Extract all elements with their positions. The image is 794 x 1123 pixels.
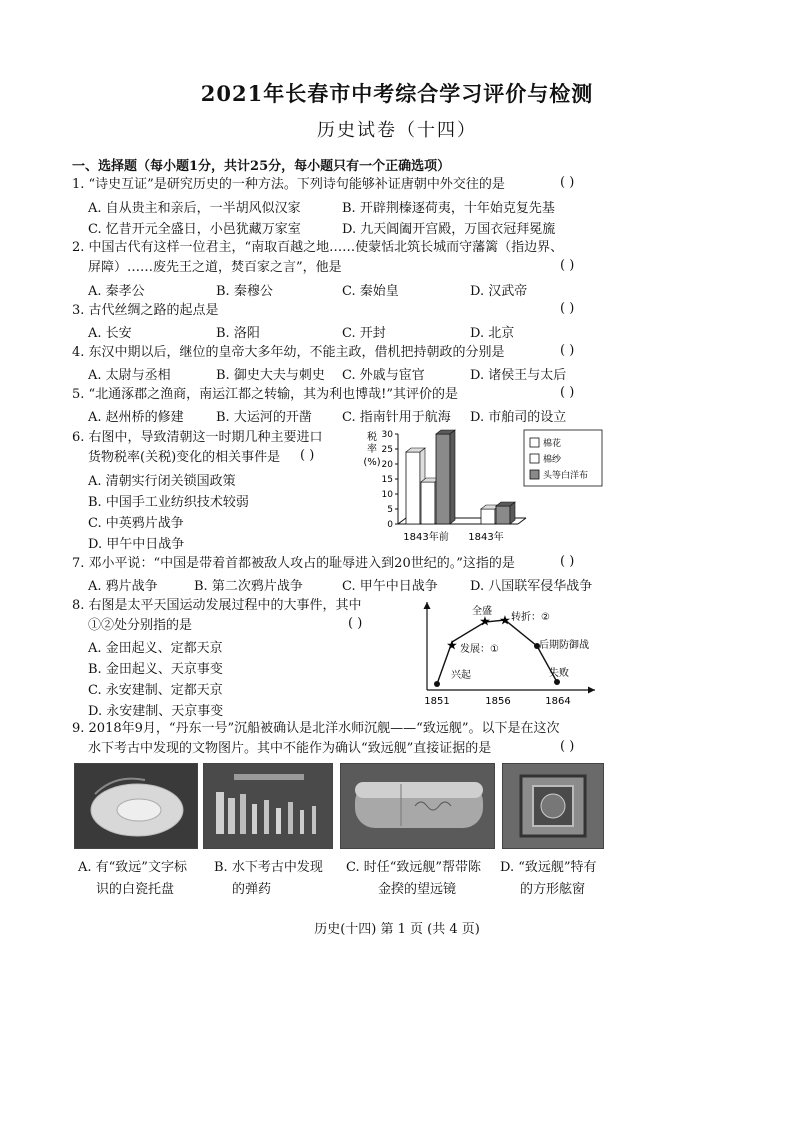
answer-blank-9: ( ) [560,739,575,754]
year-1856: 1856 [485,696,511,707]
chart-y-tick-label: 30 [381,430,393,440]
chart-category-0: 1843年前 [403,532,449,543]
answer-blank-5: ( ) [560,385,575,400]
label-fail: 失败 [549,668,569,679]
q7-option-a: A. 鸦片战争 [88,579,158,594]
answer-blank-3: ( ) [560,301,575,316]
q2-option-b: B. 秦穆公 [216,284,273,299]
point-start [434,681,440,687]
q1-option-b: B. 开辟荆榛逐荷夷，十年始克复先基 [342,201,555,216]
question-1-stem: 1. “诗史互证”是研究历史的一种方法。下列诗句能够补证唐朝中外交往的是 [72,177,505,192]
chart-y-tick-label: 10 [381,490,393,500]
q1-option-c: C. 忆昔开元全盛日，小邑犹藏万家室 [88,222,301,237]
page-title: 2021年长春市中考综合学习评价与检测 [200,81,594,106]
q5-option-c: C. 指南针用于航海 [342,410,451,425]
photo-square-porthole [502,763,604,849]
q4-option-a: A. 太尉与丞相 [88,368,171,383]
legend-label-1: 棉纱 [543,455,562,465]
q8-option-d: D. 永安建制、天京事变 [88,704,224,719]
q2-option-a: A. 秦孝公 [88,284,145,299]
section-heading: 一、选择题（每小题1分，共计25分，每小题只有一个正确选项） [72,159,451,174]
caption-d-line2: 的方形舷窗 [520,882,586,897]
question-6-stem-cont: 货物税率(关税)变化的相关事件是 [88,450,281,465]
caption-a-line2: 识的白瓷托盘 [96,882,175,897]
q2-option-d: D. 汉武帝 [470,284,528,299]
caption-d-line1: D. “致远舰”特有 [500,860,597,875]
q6-option-a: A. 清朝实行闭关锁国政策 [88,474,236,489]
bar-头等白洋布-1843年 [496,506,510,524]
photo-caption-b [214,857,323,901]
question-9-stem: 9. 2018年9月，“丹东一号”沉船被确认是北洋水师沉舰——“致远舰”。以下是在这次 [72,721,560,736]
photo-porcelain-plate [74,763,198,849]
q5-option-d: D. 市舶司的设立 [470,410,567,425]
label-develop: 发展：① [460,644,499,655]
q2-option-c: C. 秦始皇 [342,284,399,299]
chart-category-1: 1843年 [468,532,504,543]
year-1864: 1864 [545,696,571,707]
star-develop-icon: ★ [446,638,458,654]
label-late: 后期防御战 [539,640,589,651]
photo-caption-a [78,857,187,901]
caption-b-line2: 的弹药 [232,882,272,897]
photo-telescope [340,763,495,849]
chart-ylabel-part3: (%) [363,457,381,468]
year-1851: 1851 [424,696,450,707]
label-turn: 转折：② [511,612,550,623]
chart-y-tick-label: 25 [381,445,393,455]
legend-swatch-2 [530,470,539,479]
caption-b-line1: B. 水下考古中发现 [214,860,323,875]
bar-头等白洋布-1843年前 [436,434,450,524]
bar-棉花-1843年前 [406,452,420,524]
q3-option-b: B. 洛阳 [216,326,260,341]
photo-caption-d [500,857,597,901]
answer-blank-6: ( ) [300,448,315,463]
answer-blank-8: ( ) [348,616,363,631]
chart-y-tick-label: 20 [381,460,393,470]
page-subtitle: 历史试卷（十四） [317,120,477,141]
answer-blank-4: ( ) [560,343,575,358]
answer-blank-7: ( ) [560,554,575,569]
q4-option-c: C. 外戚与宦官 [342,368,425,383]
star-peak-icon: ★ [479,614,491,630]
bar-side-头等白洋布-1843年前 [450,430,455,524]
taiping-timeline-diagram [405,598,605,708]
q1-option-d: D. 九天阊阖开宫殿，万国衣冠拜冕旒 [342,222,556,237]
star-turn-icon: ★ [499,613,511,629]
q8-option-b: B. 金田起义、天京事变 [88,662,223,677]
question-7-stem: 7. 邓小平说：“中国是带着首都被敌人攻占的耻辱进入到20世纪的。”这指的是 [72,556,515,571]
q8-option-a: A. 金田起义、定都天京 [88,641,223,656]
question-5-stem: 5. “北通涿郡之渔商，南运江都之转输，其为利也博哉!”其评价的是 [72,387,459,402]
q5-option-a: A. 赵州桥的修建 [88,410,184,425]
tariff-bar-chart [358,422,608,570]
question-3-stem: 3. 古代丝绸之路的起点是 [72,303,219,318]
chart-ylabel-part2: 率 [367,444,377,455]
caption-c-line1: C. 时任“致远舰”帮带陈 [346,860,482,875]
legend-swatch-0 [530,438,539,447]
answer-blank-1: ( ) [560,175,575,190]
q5-option-b: B. 大运河的开凿 [216,410,312,425]
q6-option-d: D. 甲午中日战争 [88,537,185,552]
q1-option-a: A. 自从贵主和亲后，一半胡风似汉家 [88,201,301,216]
q3-option-a: A. 长安 [88,326,132,341]
legend-label-2: 头等白洋布 [543,471,589,481]
photo-ammunition [203,763,333,849]
bar-棉纱-1843年 [481,509,495,524]
label-start: 兴起 [451,670,471,681]
q8-option-c: C. 永安建制、定都天京 [88,683,223,698]
question-9-stem-cont: 水下考古中发现的文物图片。其中不能作为确认“致远舰”直接证据的是 [88,741,492,756]
chart-floor-edge [518,518,526,524]
q3-option-c: C. 开封 [342,326,386,341]
page-footer: 历史(十四) 第 1 页 (共 4 页) [314,922,480,937]
chart-y-tick-label: 0 [387,520,393,530]
caption-c-line2: 金揆的望远镜 [378,882,457,897]
legend-swatch-1 [530,454,539,463]
q7-option-d: D. 八国联军侵华战争 [470,579,593,594]
chart-ylabel-part1: 税 [367,432,377,443]
question-4-stem: 4. 东汉中期以后，继位的皇帝大多年幼，不能主政，借机把持朝政的分别是 [72,345,505,360]
q7-option-c: C. 甲午中日战争 [342,579,438,594]
answer-blank-2: ( ) [560,258,575,273]
chart-y-tick-label: 5 [387,505,393,515]
bar-棉纱-1843年前 [421,482,435,524]
photo-caption-c [346,857,481,901]
question-8-stem: 8. 右图是太平天国运动发展过程中的大事件，其中 [72,598,362,613]
q4-option-b: B. 御史大夫与刺史 [216,368,325,383]
caption-a-line1: A. 有“致远”文字标 [78,860,187,875]
chart-y-tick-label: 15 [381,475,393,485]
q3-option-d: D. 北京 [470,326,515,341]
q6-option-b: B. 中国手工业纺织技术较弱 [88,495,249,510]
q6-option-c: C. 中英鸦片战争 [88,516,184,531]
point-fail [554,679,560,685]
question-2-stem-cont: 屏障）……废先王之道，焚百家之言”，他是 [88,260,342,275]
question-8-stem-cont: ①②处分别指的是 [88,618,193,633]
legend-label-0: 棉花 [543,439,562,449]
question-6-stem: 6. 右图中，导致清朝这一时期几种主要进口 [72,430,323,445]
label-peak: 全盛 [472,606,492,617]
q7-option-b: B. 第二次鸦片战争 [194,579,303,594]
q4-option-d: D. 诸侯王与太后 [470,368,567,383]
question-2-stem: 2. 中国古代有这样一位君主，“南取百越之地……使蒙恬北筑长城而守藩篱（指边界、 [72,240,564,255]
